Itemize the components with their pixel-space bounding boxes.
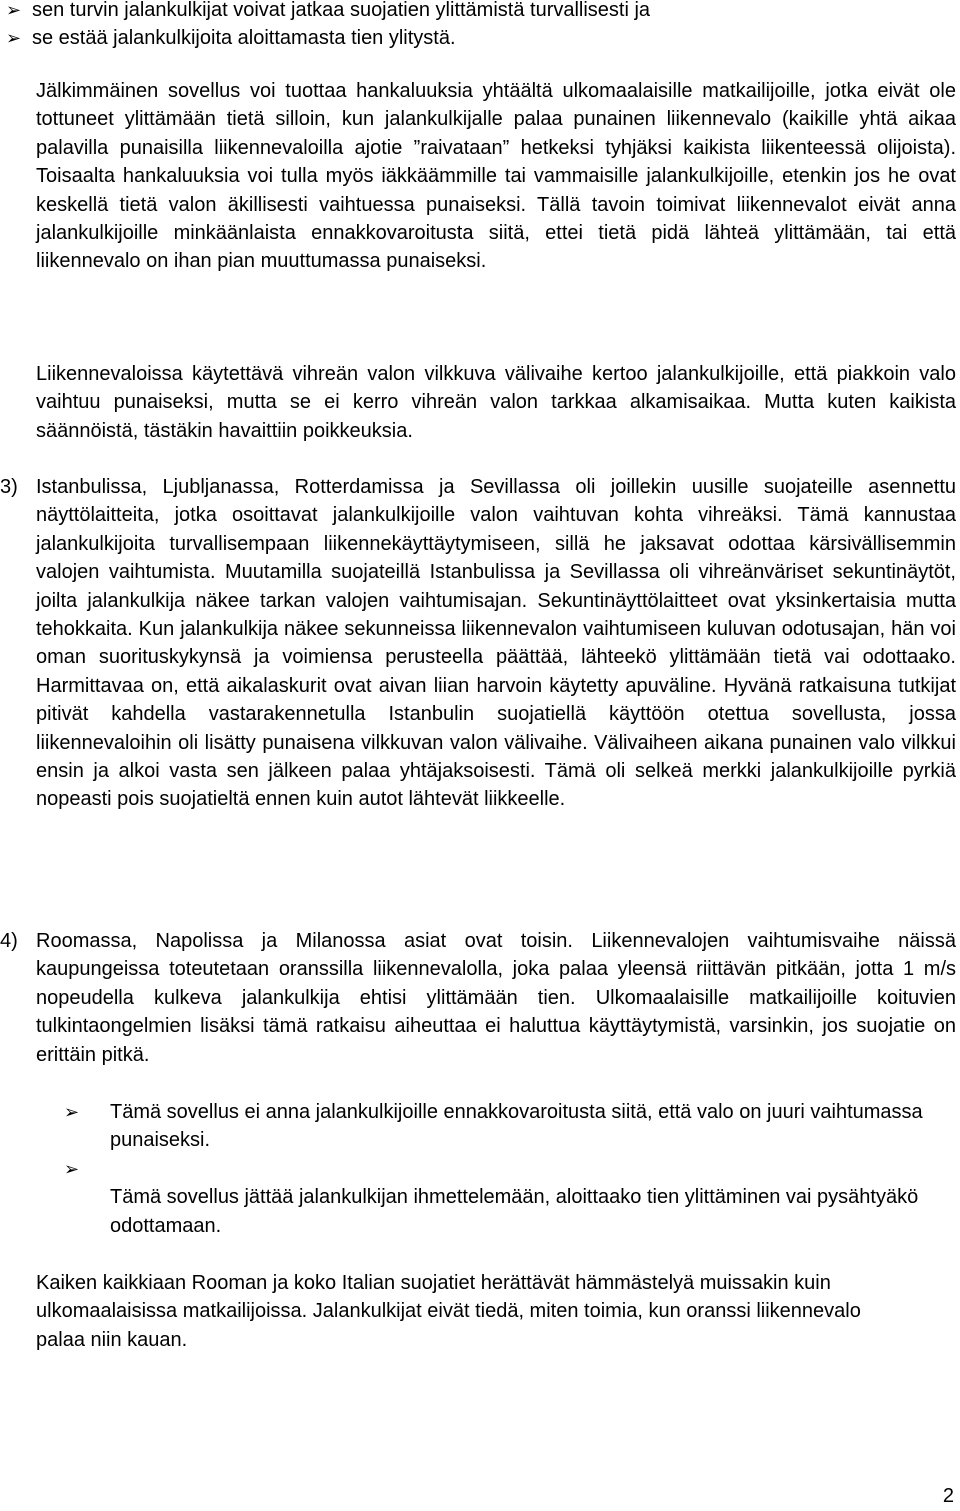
arrowhead-bullet-icon: ➢ <box>6 28 22 48</box>
item-text: Istanbulissa, Ljubljanassa, Rotterdamissa ja Sevillassa oli joillekin uusille suojateille asennettu näyttölaitteita, jotka osoittavat jalankulkijoille valon vaihtuvan kohta vihreäksi. Tämä kannustaa jalankulkijoita turvallisempaan liikennekäyttäytymiseen, sillä he jaksavat odottaa kärsivällisemmin valojen vaihtumista. Muutamilla suojateillä Istanbulissa ja Sevillassa oli vihreänväriset sekuntinäytöt, joilta jalankulkija näkee tarkan valojen vaihtumisajan. Sekuntinäyttölaitteet ovat yksinkertaisia mutta tehokkaita. Kun jalankulkija näkee sekunneissa liikennevalon vaihtumiseen kuluvan odotusajan, hän voi oman suorituskykynsä ja voimiensa perusteella päättää, lähteekö ylittämään tietä vai odottaako. Harmittavaa on, että aikalaskurit ovat aivan liian harvoin käytetty apuväline. Hyvänä ratkaisuna tutkijat pitivät kahdella vastarakennetulla Istanbulin suojatiellä käyttöön otettua sovellusta, jossa liikennevaloihin oli lisätty punaisena vilkkuvan valon välivaihe. Välivaiheen aikana punainen valo vilkkui ensin ja alkoi vasta sen jälkeen palaa yhtäjaksoisesti. Tämä oli selkeä merkki jalankulkijoille pyrkiä nopeasti pois suojatieltä ennen kuin autot lähtevät liikkeelle. <box>36 476 956 811</box>
item-number: 3) <box>0 476 18 498</box>
paragraph <box>36 77 956 276</box>
bullet-text: sen turvin jalankulkijat voivat jatkaa suojatien ylittämistä turvallisesti ja <box>32 0 651 21</box>
arrowhead-bullet-icon: ➢ <box>64 1159 80 1179</box>
bullet-text: Tämä sovellus jättää jalankulkijan ihmettelemään, aloittaako tien ylittäminen vai pysähtyäkö odottamaan. <box>110 1186 919 1237</box>
bullet-text: se estää jalankulkijoita aloittamasta tien ylitystä. <box>32 27 456 49</box>
paragraph <box>36 360 956 445</box>
paragraph-text: Kaiken kaikkiaan Rooman ja koko Italian suojatiet herättävät hämmästelyä muissakin kuin ulkomaalaisissa matkailijoissa. Jalankulkijat eivät tiedä, miten toimia, kun oranssi liikennevalo palaa niin kauan. <box>36 1272 861 1351</box>
item-number: 4) <box>0 930 18 952</box>
list-item <box>64 1155 924 1240</box>
list-item <box>64 1098 924 1155</box>
paragraph-text: Liikennevaloissa käytettävä vihreän valon vilkkuva välivaihe kertoo jalankulkijoille, että piakkoin valo vaihtuu punaiseksi, mutta se ei kerro vihreän valon tarkkaa alkamisaikaa. Mutta kuten kaikista säännöistä, tästäkin havaittiin poikkeuksia. <box>36 363 956 442</box>
paragraph-text: Jälkimmäinen sovellus voi tuottaa hankaluuksia yhtäältä ulkomaalaisille matkailijoille, jotka eivät ole tottuneet ylittämään tietä silloin, kun jalankulkijalle palaa punainen liikennevalo (kaikille yhtä aikaa palavilla punaisilla liikennevaloilla ajotie ”raivataan” hetkeksi tyhjäksi kaikista liikenteessä olijoista). Toisaalta hankaluuksia voi tulla myös iäkkäämmille tai vammaisille jalankulkijoille, etenkin jos he ovat keskellä tietä valon äkillisesti vaihtuessa punaiseksi. Tällä tavoin toimivat liikennevalot eivät anna jalankulkijoille minkäänlaista ennakkovaroitusta siitä, ettei tietä pidä lähteä ylittämään, tai että liikennevalo on ihan pian muuttumassa punaiseksi. <box>36 80 956 273</box>
list-item <box>6 0 956 24</box>
numbered-item <box>0 473 956 814</box>
page-number: 2 <box>942 1485 954 1507</box>
bullet-text: Tämä sovellus ei anna jalankulkijoille ennakkovaroitusta siitä, että valo on juuri vaihtumassa punaiseksi. <box>110 1101 923 1152</box>
item-text: Roomassa, Napolissa ja Milanossa asiat ovat toisin. Liikennevalojen vaihtumisvaihe näissä kaupungeissa toteutetaan oranssilla liikennevalolla, joka palaa yleensä riittävän pitkään, jotta 1 m/s nopeudella kulkeva jalankulkija ehtisi ylittämään tien. Ulkomaalaisille matkailijoille koituvien tulkintaongelmien lisäksi tämä ratkaisu aiheuttaa ei haluttua käyttäytymistä, varsinkin, jos suojatie on erittäin pitkä. <box>36 930 956 1066</box>
list-item <box>6 24 956 52</box>
paragraph <box>36 1269 866 1354</box>
numbered-item <box>0 927 956 1069</box>
arrowhead-bullet-icon: ➢ <box>6 0 22 20</box>
arrowhead-bullet-icon: ➢ <box>64 1102 80 1122</box>
